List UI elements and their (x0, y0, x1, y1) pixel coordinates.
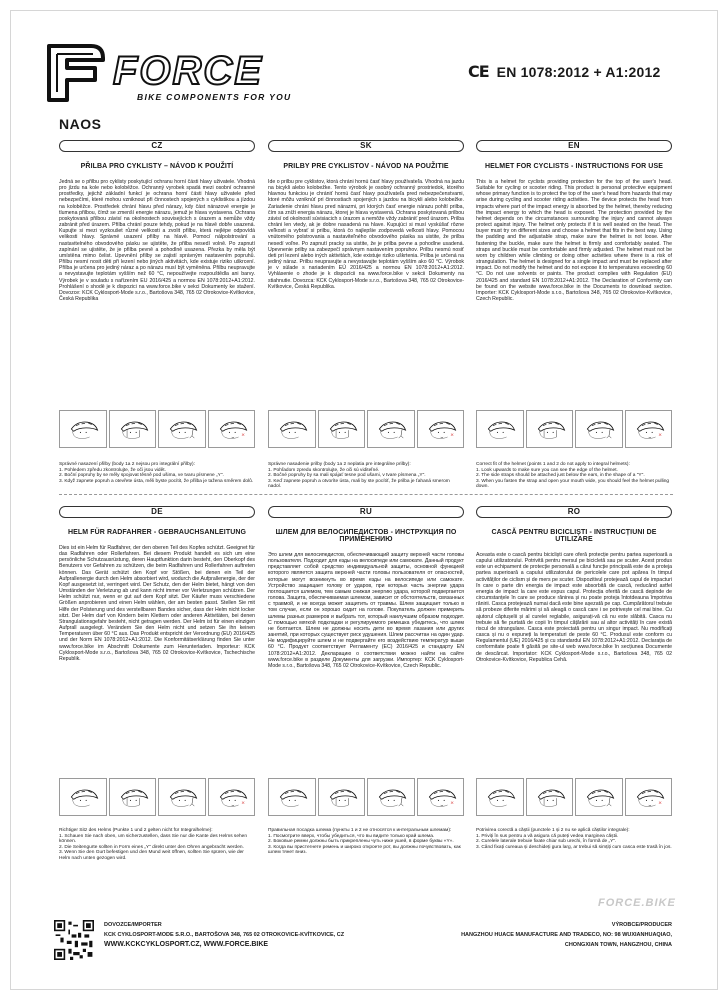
brand-tagline: BIKE COMPONENTS FOR YOU (137, 92, 292, 102)
step-line: Potrivirea corectă a căștii (punctele 1 și 2 nu se aplică căștilor integrale): (476, 828, 630, 833)
producer-block (461, 920, 672, 950)
fit-diagram-en (476, 410, 672, 448)
steps-sk (268, 462, 464, 490)
importer-label: DOVOZCE/IMPORTER (104, 922, 162, 928)
helmet-icon (209, 411, 255, 447)
helmet-icon (60, 411, 106, 447)
step-line: 1. Pohledem zpředu zkontrolujte, že oči jsou vidět. (59, 467, 166, 473)
lang-tab-ru: RU (268, 506, 464, 518)
step-line: 2. The side straps should be attached just below the ears, in the shape of a "Y". (476, 473, 645, 479)
helmet-icon (576, 779, 622, 815)
step-line: 1. Schauen Sie nach oben, um sicherzustellen, dass Sie nur die Kante des Helms sehen können. (59, 833, 247, 845)
footer-brand-mark: FORCE.BIKE (598, 897, 676, 909)
lang-tab-cz: CZ (59, 140, 255, 152)
ce-mark-icon: CE (468, 62, 489, 81)
fit-diagram-cz (59, 410, 255, 448)
producer-address: CHONGXIAN TOWN, HANGZHOU, CHINA (564, 942, 672, 948)
fit-diagram-sk (268, 410, 464, 448)
step-line: 3. When you fasten the strap and open your mouth wide, you should feel the helmet pulling down. (476, 478, 670, 490)
step-line: Správne nasadenie prilby (body 1a 2 neplatia pre integrálne prilby): (268, 462, 411, 467)
helmet-icon (477, 411, 523, 447)
helmet-fit-pictogram (476, 410, 524, 448)
section-body: This is a helmet for cyclists providing protection for the top of the user's head. Suitable for cycling or scooter riding. This product is personal protective equipment whose primary function is to protect the top of the user's head from hazards that may arise during cycling and scooter riding activities. The device protects the head from impacts where part of the impact energy is absorbed by the helmet, thereby reducing the impact energy to which the head is exposed. The protection provided by the helmet depends on the circumstances surrounding the injury and cannot always protect against injury. The helmet only protects if it is well seated on the head. The buyer must try on different sizes and choose a helmet that fits in the best way. Using the padding and the adjustable strap, make sure the helmet is not loose. After fastening the buckle, make sure the helmet is firmly and comfortably seated. The straps and buckle must be comfortable and firmly adjusted. The helmet must not be worn by children while climbing or doing other activities where there is a risk of strangulation. The helmet is designed for a single impact and must be replaced after impact. Do not modify the helmet and do not expose it to temperatures exceeding 60 °C. Do not use solvents or paints. The product complies with Regulation (EU) 2016/425 and standard EN 1078:2012+A1:2012. The Declaration of Conformity can be found on the website www.force.bike in the Documents to download section. Importer: KCK Cyklosport-Mode s.r.o., Bartošova 348, 765 02 Otrokovice-Kvítkovice, Czech Republic. (476, 179, 672, 302)
force-logo (45, 42, 325, 104)
helmet-fit-pictogram (109, 778, 157, 816)
helmet-icon (159, 779, 205, 815)
helmet-icon (269, 411, 315, 447)
section-ro (476, 506, 672, 663)
helmet-fit-pictogram (367, 410, 415, 448)
brand-name: FORCE (113, 49, 263, 93)
helmet-icon (159, 411, 205, 447)
step-line: 3. Când fixați cureaua și deschideți gura larg, ar trebui să simțiți cum casca este trasă în jos. (476, 844, 672, 850)
helmet-fit-pictogram (268, 410, 316, 448)
section-ru (268, 506, 464, 669)
lang-tab-ro: RO (476, 506, 672, 518)
importer-block (104, 920, 344, 950)
step-line: Richtiger Sitz des Helms (Punkte 1 und 2 gelten nicht für Integralhelme): (59, 828, 213, 833)
helmet-icon (477, 779, 523, 815)
steps-en (476, 462, 672, 490)
helmet-fit-pictogram (625, 410, 673, 448)
lang-tab-de: DE (59, 506, 255, 518)
section-body: Dies ist ein Helm für Radfahrer, der den oberen Teil des Kopfes schützt. Geeignet für das Radfahren oder Rollerfahren. Bei diesem Produkt handelt es sich um eine persönliche Schutzausrüstung, deren Hauptfunktion darin besteht, den Oberkopf des Benutzers vor Gefahren zu schützen, die beim Radfahren und Rollerfahren auftreten können. Das Gerät schützt den Kopf vor Stößen, bei denen ein Teil der Aufprallenergie durch den Helm absorbiert wird, wodurch die Aufprallenergie, der der Kopf ausgesetzt ist, verringert wird. Der Schutz, den der Helm bietet, hängt von den Umständen der Verletzung ab und kann nicht immer vor Verletzungen schützen. Der Helm schützt nur, wenn er gut auf dem Kopf sitzt. Der Käufer muss verschiedene Größen anprobieren und einen Helm wählen, der am besten passt. Stellen Sie mit Hilfe der Polsterung und des verstellbaren Bandes sicher, dass der Helm nicht locker sitzt. Der Helm darf von Kindern beim Klettern oder anderen Aktivitäten, bei denen Strangulationsgefahr besteht, nicht getragen werden. Der Helm ist für einen einzigen Aufprall ausgelegt. Verändern Sie den Helm nicht und setzen Sie ihn keinen Temperaturen über 60 °C aus. Das Produkt entspricht der Verordnung (EU) 2016/425 und der Norm EN 1078:2012+A1:2012. Die Konformitätserklärung finden Sie unter www.force.bike im Abschnitt Dokumente zum Herunterladen. Importeur: KCK Cyklosport-Mode s.r.o., Bartošova 348, 765 02 Otrokovice-Kvítkovice, Tschechische Republik. (59, 545, 255, 662)
importer-web: WWW.KCKCYKLOSPORT.CZ, WWW.FORCE.BIKE (104, 941, 269, 948)
section-title: HELM FÜR RADFAHRER - GEBRAUCHSANLEITUNG (67, 529, 247, 536)
helmet-fit-pictogram (575, 778, 623, 816)
step-line: 1. Pohľadom zpredu skontrolujte, že oči sú viditeľné. (268, 467, 380, 473)
step-line: 2. Боковые ремни должны быть прикреплены чуть ниже ушей, в форме буквы «Y». (268, 839, 454, 845)
helmet-fit-pictogram (575, 410, 623, 448)
step-line: 3. Když zapnete popruh a otevřete ústa, měli byste pocítit, že přilba je tažena směrem dolů. (59, 478, 254, 484)
certification (468, 62, 661, 81)
helmet-fit-pictogram (417, 410, 465, 448)
helmet-fit-pictogram (109, 410, 157, 448)
producer-name: HANGZHOU HUACE MANUFACTURE AND TRADECO, NO: 98 WUXIANHUAQIAO, (461, 932, 672, 938)
steps-de (59, 828, 255, 862)
helmet-fit-pictogram (318, 778, 366, 816)
section-body: Ide o prilbu pre cyklistov, ktorá chráni hornú časť hlavy používateľa. Vhodná na jazdu na bicykli alebo kolobežke. Tento výrobok je osobný ochranný prostriedok, ktorého hlavnou funkciou je chrániť hornú časť hlavy používateľa pred nebezpečenstvami, ktoré môžu vzniknúť pri činnostiach spojených s jazdou na bicykli alebo kolobežke. Zariadenie chráni hlavu pred nárazmi, pri ktorých časť energie nárazu pohltí prilba, čím sa zníži energia nárazu, ktorej je hlava vystavená. Ochrana poskytovaná prilbou závisí od okolností súvisiacich s úrazom a nemôže vždy zabrániť pred úrazom. Prilba chráni len vtedy, ak je dobre nasadená na hlave. Kupujúci si musí vyskúšať rôzne veľkosti a vybrať si prilbu, ktorá čo najlepšie zodpovedá veľkosti hlavy. Pomocou vnútorného polstrovania a nastaviteľného obvodového pásika sa uistite, že prilba nesedí voľne. Po zapnutí pracky sa uistite, že je prilba pevne a pohodlne usadená. Upevnenie prilby sa zabezpečí správnym nastavením popruhov. Prilbu nesmú nosiť deti pri lezení alebo iných aktivitách, kde existuje riziko uškrtenia. Prilba je určená na jediný náraz. Prilbu neupravujte a nevystavujte teplotám vyšším ako 60 °C. Výrobok je v súlade s nariadením EÚ 2016/425 a normou EN 1078:2012+A1:2012. Vyhlásenie o zhode je k dispozícii na www.force.bike v sekcii Dokumenty na stiahnutie. Dovozca: KCK Cyklosport-Mode s.r.o., Bartošova 348, 765 02 Otrokovice-Kvítkovice, Česká Republika. (268, 179, 464, 290)
step-line: 3. Keď zapnete popruh a otvoríte ústa, mali by ste pocítiť, že prilba je ťahaná smerom nadol. (268, 478, 450, 490)
helmet-icon (110, 411, 156, 447)
helmet-icon (626, 779, 672, 815)
fit-diagram-ro (476, 778, 672, 816)
helmet-icon (576, 411, 622, 447)
step-line: 2. Curelele laterale trebuie fixate chiar sub urechi, în formă de „Y". (476, 839, 617, 845)
model-name: NAOS (59, 116, 102, 132)
helmet-icon (626, 411, 672, 447)
step-line: 2. Bočné popruhy by sa mali spájať tesne pod ušami, v tvare písmena „Y". (268, 473, 426, 479)
step-line: Correct fit of the helmet (points 1 and 2 do not apply to integral helmets): (476, 462, 630, 467)
section-title: PŘILBA PRO CYKLISTY – NÁVOD K POUŽITÍ (80, 163, 234, 170)
step-line: 1. Посмотрите вверх, чтобы убедиться, что вы видите только край шлема. (268, 833, 435, 839)
helmet-icon (418, 411, 464, 447)
helmet-fit-pictogram (158, 778, 206, 816)
helmet-icon (368, 411, 414, 447)
qr-code-icon (54, 920, 94, 960)
helmet-icon (209, 779, 255, 815)
importer-address: KCK CYKLOSPORT-MODE S.R.O., BARTOŠOVA 348, 765 02 OTROKOVICE-KVÍTKOVICE, CZ (104, 932, 345, 938)
section-divider (59, 494, 673, 495)
helmet-fit-pictogram (59, 410, 107, 448)
section-body: Aceasta este o cască pentru bicicliști care oferă protecție pentru partea superioară a capului utilizatorului. Potrivită pentru mersul pe bicicletă sau pe scuter. Acest produs este un echipament de protecție personală a cărui funcție principală este de a proteja partea superioară a capului utilizatorului de pericolele care pot apărea în timpul activităților de ciclism și de mers pe scuter. Dispozitivul protejează capul de impacturi în care o parte din energia de impact este absorbită de cască, reducând astfel energia de impact la care este expus capul. Protecția oferită de cască depinde de circumstanțele în care se produce rănirea și nu poate proteja întotdeauna împotriva rănirii. Casca protejează numai dacă este bine așezată pe cap. Cumpărătorul trebuie să probeze diferite mărimi și să aleagă o cască care i se potrivește cel mai bine. Cu ajutorul căptușelii și al curelei reglabile, asigurați-vă că nu este slăbită. Casca nu trebuie să fie purtată de copii în timpul cățărării sau al altor activități în care există riscul de strangulare. Casca este proiectată pentru un singur impact. Nu modificați casca și nu o expuneți la temperaturi de peste 60 °C. Produsul este conform cu Regulamentul (UE) 2016/425 și cu standardul EN 1078:2012+A1:2012. Declarația de conformitate poate fi găsită pe site-ul web www.force.bike în secțiunea Documente de descărcat. Importator: KCK Cyklosport-Mode s.r.o., Bartošova 348, 765 02 Otrokovice-Kvítkovice, Republica Cehă. (476, 552, 672, 663)
step-line: 3. Когда вы пристегнете ремень и широко откроете рот, вы должны почувствовать, как шлем тянет вниз. (268, 844, 461, 856)
step-line: Správné nasazení přilby (body 1a 2 nejsou pro integrální přilby): (59, 462, 195, 467)
step-line: 2. Boční popruhy by se měly spojovat těsně pod ušima, ve tvaru písmene „Y". (59, 473, 224, 479)
section-title: CASCĂ PENTRU BICICLIȘTI - INSTRUCȚIUNI DE UTILIZARE (491, 529, 657, 543)
helmet-fit-pictogram (476, 778, 524, 816)
helmet-icon (110, 779, 156, 815)
helmet-icon (527, 411, 573, 447)
helmet-fit-pictogram (59, 778, 107, 816)
section-title: PRILBY PRE CYKLISTOV - NÁVOD NA POUŽITIE (283, 163, 449, 170)
fit-diagram-de (59, 778, 255, 816)
section-en (476, 140, 672, 302)
section-body: Jedná se o přilbu pro cyklisty poskytující ochranu horní části hlavy uživatele. Vhodná pro jízdu na kole nebo koloběžce. Ochranný vyrobek spadá mezi osobní ochranné prostředky, jejichž základní funkcí je ochrana horní části hlavy uživatele před nebezpečími, které mohou vzniknout při činnostech spojených s cyklistikou a jízdou na koloběžce. Prostředek chrání hlavu před nárazy, kdy část nárazové energie je tlumena přilbou, čímž se zmenší energie nárazu, jemuž je hlava vystavena. Ochrana poskytovaná přilbou závisí na okolnostech souvisejících s úrazem a nemůže vždy zabránit před úrazem. Přilba chrání pouze tehdy, pokud je na hlavě dobře usazená. Kupujte si mezi vyzkoušet různé velikosti a zvolit přilbu, která nejlépe odpovídá velikosti hlavy. Správné usazení přilby na hlavě. Pomocí nálpolstrování a nastavitelného obvodového pásku se ujistěte, že přilba nesedí volně. Po zapnutí zapínání se ujistěte, že je přilba pevně a pohodlně usazena. Přezka by měla být umístěna mimo čelist. Upevnění přilby se zajistí správným nastavením popruhů. Přilbu nesmí nosit děti při lezení nebo jiných aktivitách, kde existuje riziko uškrcení. Přilba je určena pro jediný náraz a po nárazu musí být vyměněna. Přilbu neupravujte a nevystavujte teplotám vyšším než 60 °C, nepoužívejte rozpouštědla ani barvy. Výrobek je v souladu s nařízením EU 2016/425 a normou EN 1078:2012+A1:2012. Prohlášení o shodě je k dispozici na www.force.bike v sekci Dokumenty ke stažení. Dovozce: KCK Cyklosport-Mode s.r.o., Bartošova 348, 765 02 Otrokovice-Kvítkovice, Česká Republika (59, 179, 255, 302)
steps-ro (476, 828, 672, 850)
helmet-icon (60, 779, 106, 815)
lang-tab-sk: SK (268, 140, 464, 152)
helmet-icon (418, 779, 464, 815)
helmet-icon (527, 779, 573, 815)
helmet-icon (269, 779, 315, 815)
step-line: Правильная посадка шлема (пункты 1 и 2 не относятся к интегральным шлемам): (268, 828, 452, 833)
section-title: HELMET FOR CYCLISTS - INSTRUCTIONS FOR USE (484, 163, 664, 170)
helmet-fit-pictogram (367, 778, 415, 816)
helmet-fit-pictogram (526, 410, 574, 448)
section-sk (268, 140, 464, 290)
helmet-icon (368, 779, 414, 815)
helmet-icon (319, 779, 365, 815)
section-title: ШЛЕМ ДЛЯ ВЕЛОСИПЕДИСТОВ - ИНСТРУКЦИЯ ПО ПРИМЕНЕНИЮ (275, 529, 457, 543)
section-body: Это шлем для велосипедистов, обеспечивающий защиту верхней части головы пользователя. Подходит для езды на велосипеде или самокате. Данный продукт представляет собой средство индивидуальной защиты, основной функцией которого является защита верхней части головы пользователя от опасностей, которые могут возникнуть во время езды на велосипеде или самокате. Устройство защищает голову от ударов, при которых часть энергии удара поглощается шлемом, тем самым снижая энергию удара, которой подвергается голова. Защита, обеспечиваемая шлемом, зависит от обстоятельств, связанных с травмой, и не всегда может защитить от травмы. Шлем защищает только в том случае, если он хорошо сидит на голове. Покупатель должен примерить шлемы разных размеров и выбрать тот, который наилучшим образом подходит. С помощью мягкой подкладки и регулируемого ремешка убедитесь, что шлем не болтается. Шлем не должны носить дети во время лазания или других занятий, при которых существует риск удушения. Шлем рассчитан на один удар. Не модифицируйте шлем и не подвергайте его воздействию температур выше 60 °C. Продукт соответствует Регламенту (ЕС) 2016/425 и стандарту EN 1078:2012+A1:2012. Декларацию о соответствии можно найти на сайте www.force.bike в разделе Документы для загрузки. Импортер: KCK Cyklosport-Mode s.r.o., Bartošova 348, 765 02 Otrokovice-Kvítkovice, Czech Republic. (268, 552, 464, 669)
step-line: 3. Wenn Sie den Gurt befestigen und den Mund weit öffnen, sollten Sie spüren, wie der Helm nach unten gezogen wird. (59, 850, 244, 861)
lang-tab-en: EN (476, 140, 672, 152)
helmet-icon (319, 411, 365, 447)
helmet-fit-pictogram (318, 410, 366, 448)
producer-label: VÝROBCE/PRODUCER (611, 922, 672, 928)
helmet-fit-pictogram (268, 778, 316, 816)
step-line: 1. Priviți în sus pentru a vă asigura că puteți vedea marginea căștii. (476, 833, 619, 839)
certification-standard: EN 1078:2012 + A1:2012 (496, 63, 661, 80)
helmet-fit-pictogram (158, 410, 206, 448)
helmet-fit-pictogram (417, 778, 465, 816)
helmet-fit-pictogram (208, 778, 256, 816)
helmet-fit-pictogram (208, 410, 256, 448)
section-de (59, 506, 255, 662)
step-line: 1. Look upwards to make sure you can see the edge of the helmet. (476, 467, 618, 473)
fit-diagram-ru (268, 778, 464, 816)
helmet-fit-pictogram (625, 778, 673, 816)
steps-ru (268, 828, 464, 856)
steps-cz (59, 462, 255, 484)
helmet-fit-pictogram (526, 778, 574, 816)
section-cz (59, 140, 255, 302)
step-line: 2. Die Seitengurte sollten in Form eines „Y" direkt unter den Ohren angebracht werden. (59, 844, 244, 850)
